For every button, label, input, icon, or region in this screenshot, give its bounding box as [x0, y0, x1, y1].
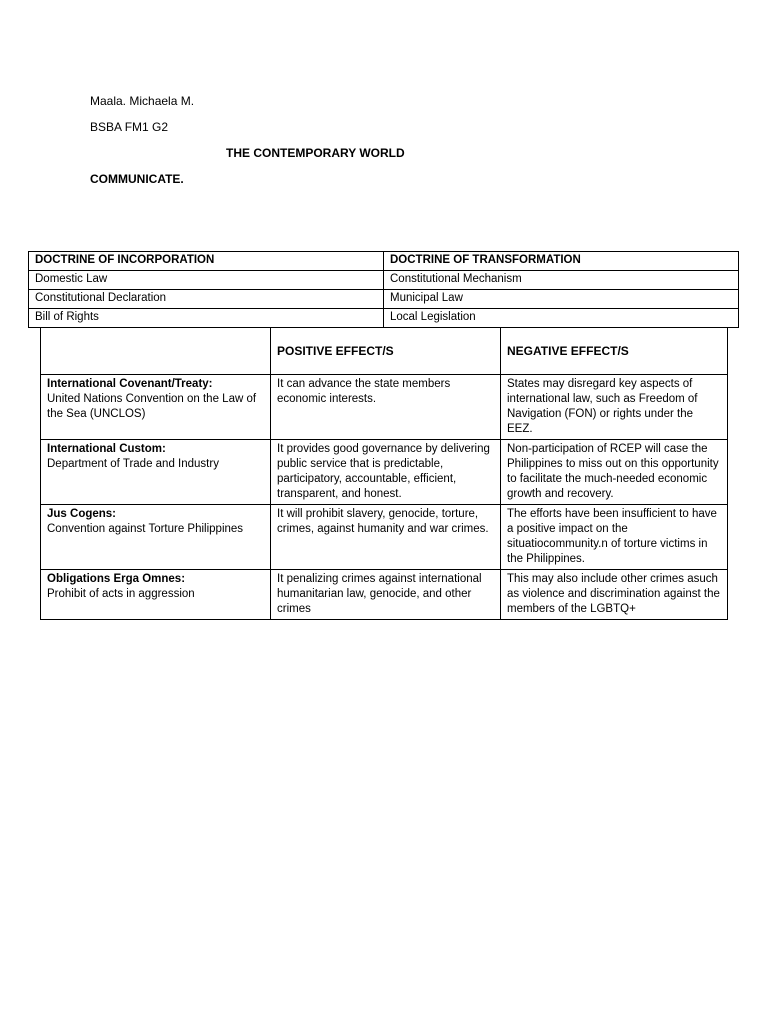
source-title: International Custom:: [47, 443, 166, 455]
negative-cell: This may also include other crimes asuch as violence and discrimination against the members of the LGBTQ+: [501, 570, 728, 620]
blank-header-cell: [41, 328, 271, 375]
source-subtitle: Department of Trade and Industry: [47, 458, 219, 470]
source-subtitle: Convention against Torture Philippines: [47, 523, 244, 535]
negative-cell: States may disregard key aspects of international law, such as Freedom of Navigation (FON) or rights under the EEZ.: [501, 375, 728, 440]
transformation-cell: Municipal Law: [384, 290, 739, 309]
incorporation-cell: Domestic Law: [29, 271, 384, 290]
student-name: Maala. Michaela M.: [90, 94, 195, 108]
source-title: Jus Cogens:: [47, 508, 117, 520]
doctrine-table: [28, 251, 739, 328]
doctrine-header-row: [29, 252, 739, 271]
positive-cell: It can advance the state members economic interests.: [271, 375, 501, 440]
student-section: BSBA FM1 G2: [90, 120, 169, 134]
positive-cell: It penalizing crimes against international humanitarian law, genocide, and other crimes: [271, 570, 501, 620]
header-negative: NEGATIVE EFFECT/S: [501, 328, 728, 375]
negative-cell: The efforts have been insufficient to have a positive impact on the situatiocommunity.n of torture victims in the Philippines.: [501, 505, 728, 570]
source-cell: [41, 440, 271, 505]
table-row: [29, 271, 739, 290]
table-row: [41, 440, 728, 505]
document-title: THE CONTEMPORARY WORLD: [226, 146, 405, 160]
effects-header-row: [41, 328, 728, 375]
positive-cell: It provides good governance by delivering public service that is predictable, participatory, accountable, efficient, transparent, and honest.: [271, 440, 501, 505]
document-subtitle: COMMUNICATE.: [90, 172, 184, 186]
incorporation-cell: Bill of Rights: [29, 309, 384, 328]
source-subtitle: Prohibit of acts in aggression: [47, 588, 195, 600]
table-row: [29, 309, 739, 328]
negative-cell: Non-participation of RCEP will case the Philippines to miss out on this opportunity to facilitate the much-needed economic growth and recovery.: [501, 440, 728, 505]
incorporation-cell: Constitutional Declaration: [29, 290, 384, 309]
table-row: [29, 290, 739, 309]
table-row: [41, 375, 728, 440]
source-cell: [41, 375, 271, 440]
table-row: [41, 570, 728, 620]
header-transformation: DOCTRINE OF TRANSFORMATION: [384, 252, 739, 271]
transformation-cell: Constitutional Mechanism: [384, 271, 739, 290]
source-title: International Covenant/Treaty:: [47, 378, 213, 390]
source-cell: [41, 505, 271, 570]
source-cell: [41, 570, 271, 620]
table-row: [41, 505, 728, 570]
transformation-cell: Local Legislation: [384, 309, 739, 328]
effects-table: [40, 327, 728, 620]
source-subtitle: United Nations Convention on the Law of the Sea (UNCLOS): [47, 393, 257, 420]
positive-cell: It will prohibit slavery, genocide, torture, crimes, against humanity and war crimes.: [271, 505, 501, 570]
header-positive: POSITIVE EFFECT/S: [271, 328, 501, 375]
header-incorporation: DOCTRINE OF INCORPORATION: [29, 252, 384, 271]
source-title: Obligations Erga Omnes:: [47, 573, 186, 585]
